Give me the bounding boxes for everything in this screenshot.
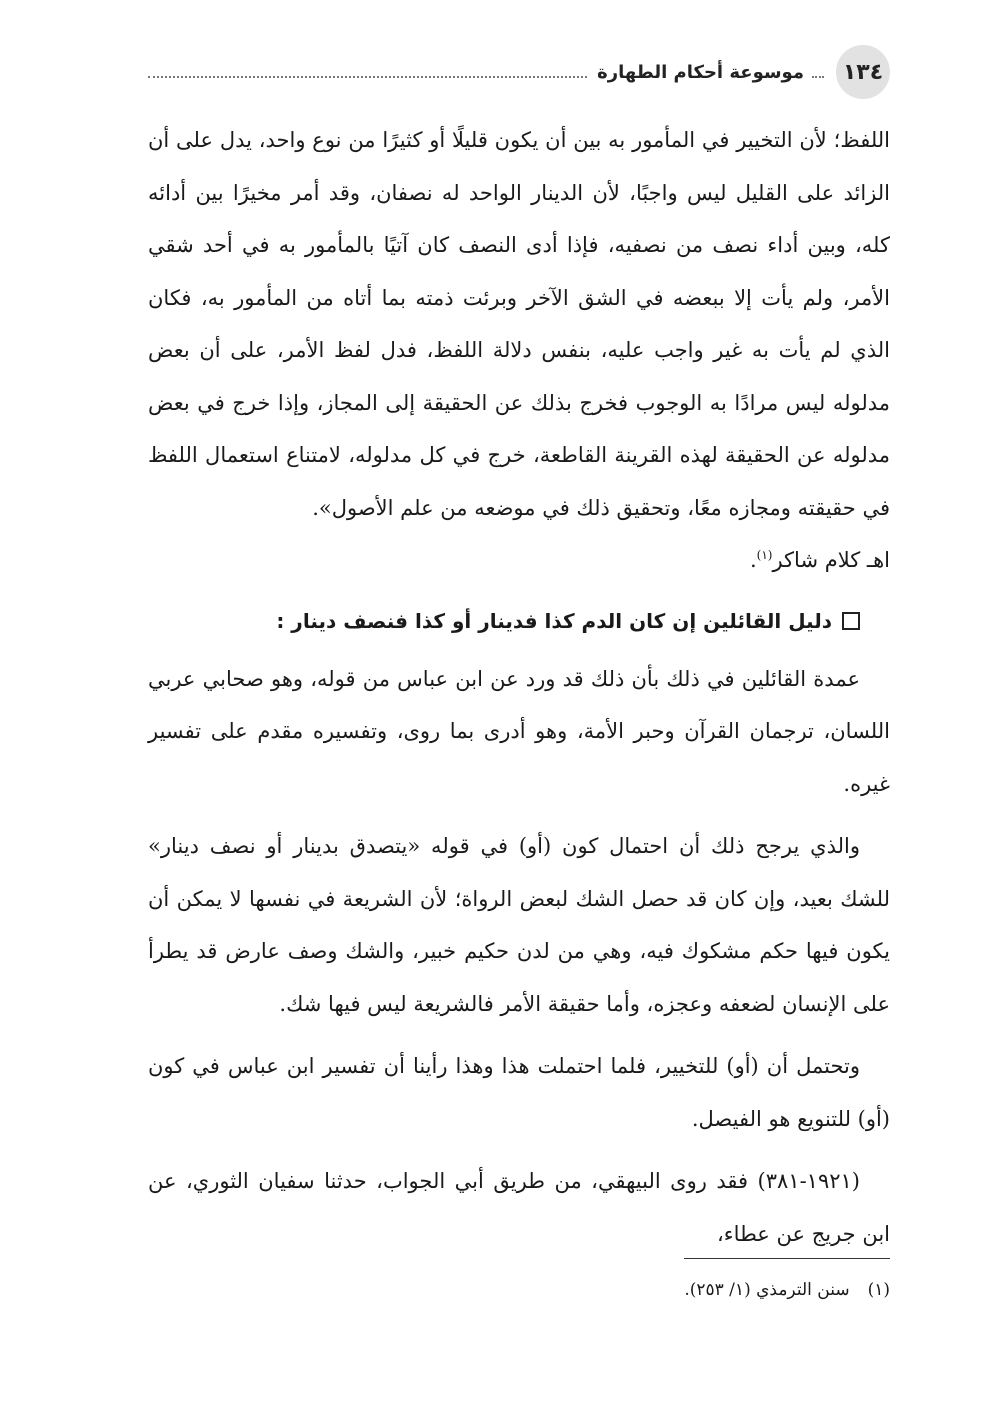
page xyxy=(148,40,890,1380)
square-bullet-icon xyxy=(842,612,860,630)
paragraph-option: وتحتمل أن (أو) للتخيير، فلما احتملت هذا وهذا رأينا أن تفسير ابن عباس في كون (أو) للتنويع هو الفيصل. xyxy=(148,1054,890,1131)
footnote-marker: (١) xyxy=(867,1280,890,1300)
footnote-separator xyxy=(684,1258,890,1259)
paragraph-preference: والذي يرجح ذلك أن احتمال كون (أو) في قوله «يتصدق بدينار أو نصف دينار» للشك بعيد، وإن كان قد حصل الشك لبعض الرواة؛ لأن الشريعة في نفسها لا يمكن أن يكون فيها حكم مشكوك فيه، وهي من لدن حكيم خبير، والشك وصف عارض قد يطرأ على الإنسان لضعفه وعجزه، وأما حقيقة الأمر فالشريعة ليس فيها شك. xyxy=(148,834,890,1016)
section-heading-text: دليل القائلين إن كان الدم كذا فدينار أو كذا فنصف دينار : xyxy=(276,608,832,633)
paragraph-evidence: عمدة القائلين في ذلك بأن ذلك قد ورد عن ابن عباس من قوله، وهو صحابي عربي اللسان، ترجمان القرآن وحبر الأمة، وهو أدرى بما روى، وتفسيره مقدم على تفسير غيره. xyxy=(148,666,890,796)
quote-attribution-text: اهـ كلام شاكر xyxy=(772,548,890,572)
footnote xyxy=(148,1276,890,1304)
main-text xyxy=(148,114,890,1260)
book-title: موسوعة أحكام الطهارة xyxy=(597,61,804,83)
paragraph-quote-continuation: اللفظ؛ لأن التخيير في المأمور به بين أن يكون قليلًا أو كثيرًا من نوع واحد، يدل على أن الزائد على القليل ليس واجبًا، لأن الدينار الواحد له نصفان، وقد أمر مخيرًا بين أدائه كله، وبين أداء نصف من نصفيه، فإذا أدى النصف كان آتيًا بالمأمور به في أحد شقي الأمر، ولم يأت إلا ببعضه في الشق الآخر وبرئت ذمته بما أتاه من المأمور به، فكان الذي لم يأت به غير واجب عليه، بنفس دلالة اللفظ، فدل لفظ الأمر، على أن بعض مدلوله ليس مرادًا به الوجوب فخرج بذلك عن الحقيقة إلى المجاز، وإذا خرج في بعض مدلوله عن الحقيقة لهذه القرينة القاطعة، خرج في كل مدلوله، لامتناع استعمال اللفظ في حقيقته ومجازه معًا، وتحقيق ذلك في موضعه من علم الأصول». xyxy=(148,128,890,520)
footnote-reference[interactable]: (١) xyxy=(756,548,773,562)
page-number: ١٣٤ xyxy=(836,45,890,99)
header-dotted-rule xyxy=(148,76,587,78)
footnote-text: سنن الترمذي (١/ ٢٥٣). xyxy=(684,1280,850,1300)
page-header xyxy=(148,40,890,104)
section-heading xyxy=(148,595,890,647)
paragraph-narration: (١٩٢١-٣٨١) فقد روى البيهقي، من طريق أبي الجواب، حدثنا سفيان الثوري، عن ابن جريج عن عطاء، xyxy=(148,1169,890,1246)
header-dotted-rule-short xyxy=(812,76,824,78)
quote-attribution-period: . xyxy=(749,548,757,572)
quote-attribution xyxy=(148,534,890,587)
